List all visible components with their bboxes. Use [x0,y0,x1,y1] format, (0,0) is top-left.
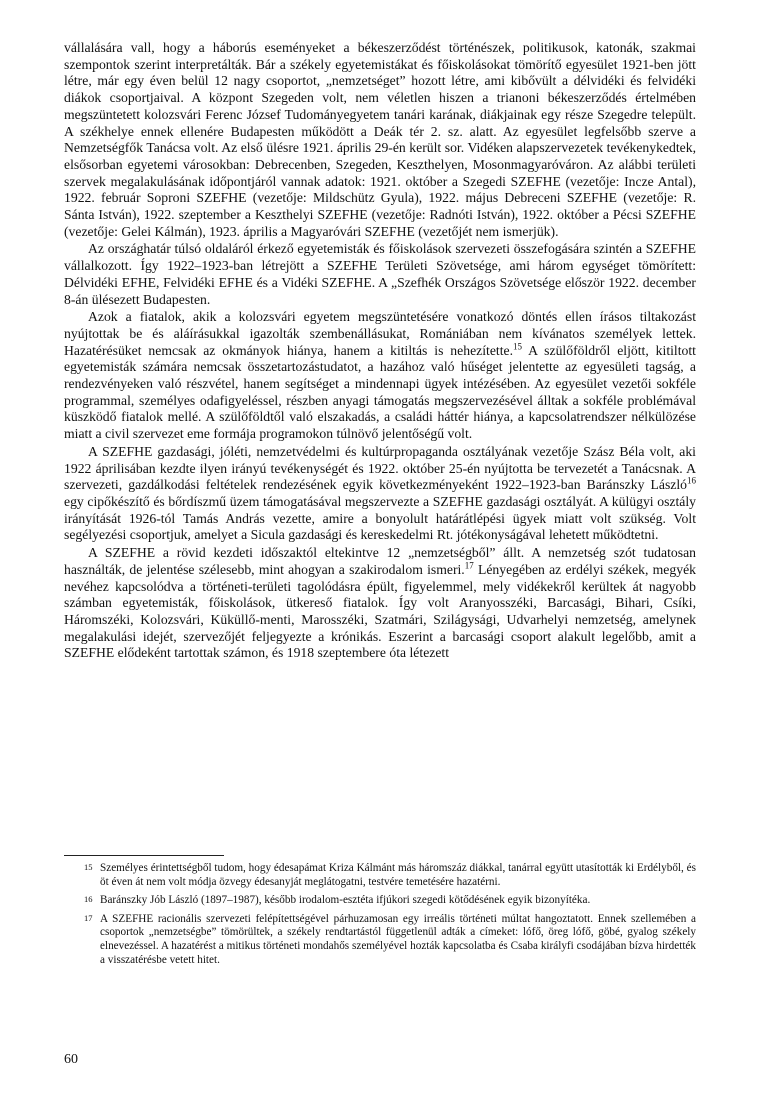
footnote-ref-16[interactable]: 16 [687,475,696,486]
footnote-number: 17 [84,912,93,923]
paragraph-5 [64,545,696,662]
paragraph-3-part-b: A szülőföldről eljött, kitiltott egyetemisták számára nemcsak összetartozástudatot, a hazához való hűséget jelentette az egyesületi tagság, a rendezvényeken való részvétel, hanem segítséget a mindennapi ügyek intézésében. Az egyesület vezetői sokféle programmal, személyes odafigyeléssel, részben anyagi támogatás megszervezésével álltak a sokféle problémával küszködő fiatalok mellé. A szülőföldtől való elszakadás, a családi háttér hiánya, a kapcsolatrendszer nélkülözése miatt a civil szervezet eme formája programokon túlnövő jelentőségű volt. [64,342,696,442]
footnote-separator [64,855,224,856]
footnote-ref-15[interactable]: 15 [513,341,522,352]
footnote-text: Személyes érintettségből tudom, hogy édesapámat Kriza Kálmánt más háromszáz diákkal, tanárral együtt utasították ki Erdélyből, és öt éven át nem volt módja özvegy édesanyját meglátogatni, testvére temetésére hazatérni. [100,862,696,888]
footnote-ref-17[interactable]: 17 [464,560,474,571]
paragraph-4 [64,444,696,544]
paragraph-5-part-a: A SZEFHE a rövid kezdeti időszaktól eltekintve 12 „nemzetségből” állt. A nemzetség szót tudatosan használták, de jelentése szélesebb, mint ahogyan a szakirodalom ismeri. [64,545,696,577]
paragraph-3 [64,309,696,443]
footnote-text: A SZEFHE racionális szervezeti felépítettségével párhuzamosan egy irreális történeti múltat hangoztatott. Ennek szellemében a csoportok „nemzetségbe” tömörültek, a székely rendtartástól függetlenül adták a címeket: lófő, öreg lófő, göbé, gyalog székely elnevezéssel. A hazatérést a mitikus történeti mondahős személyével hozták kapcsolatba és Csaba királyfi csodájában bízva hirdették a visszatérésbe vetett hitet. [100,912,696,966]
body-text [64,40,696,662]
footnote-number: 16 [84,894,93,905]
paragraph-4-part-a: A SZEFHE gazdasági, jóléti, nemzetvédelmi és kultúrpropaganda osztályának vezetője Szász Béla volt, aki 1922 áprilisában kezdte ilyen irányú tevékenységét és 1922. október 25-én nyújtotta be tervezetét a Tanácsnak. A szervezeti, gazdálkodási feltételek rendezésének egyik következményeként 1922–1923-ban Baránszky László [64,443,696,493]
paragraph-3-part-a: Azok a fiatalok, akik a kolozsvári egyetem megszüntetésére vonatkozó döntés ellen írásos tiltakozást nyújtottak be és aláírásukkal igazolták szembenállásukat, Romániában nem kívánatos személyek lettek. Hazatérésüket nemcsak az okmányok hiánya, hanem a kitiltás is nehezítette. [64,309,696,358]
footnote-15 [84,862,696,889]
footnote-17 [84,913,696,967]
page-body [64,40,696,662]
footnote-number: 15 [84,862,93,872]
paragraph-5-part-b: Lényegében az erdélyi székek, megyék nevéhez kapcsolódva a történeti-területi tagolódásra épült, figyelemmel, mely vidékekről kerültek át nagyobb számban egyetemisták, főiskolások, ütkereső fiatalok. Így volt Aranyosszéki, Barcasági, Bihari, Csíki, Háromszéki, Kolozsvári, Küküllő-menti, Marosszéki, Szatmári, Szilágysági, Udvarhelyi nemzetség, amelynek megalakulási idejét, szervezőjét feljegyezte a krónikás. Eszerint a barcasági csoport alakult legelőbb, amit a SZEFHE elődeként tartottak számon, és 1918 szeptembere óta létezett [64,561,696,661]
paragraph-1: vállalására vall, hogy a háborús eseményeket a békeszerződést történészek, politikusok, katonák, szakmai szempontok szerint interpretálták. Bár a székely egyetemistákat és főiskolásokat tömörítő egyesület 1921-ben jött létre, már egy éven belül 12 nagy csoportot, „nemzetséget” hozott létre, ami kibővült a délvidéki és felvidéki diákok csoportjaival. A központ Szegeden volt, nem véletlen hiszen a trianoni békeszerződés értelmében megszüntetett kolozsvári Ferenc József Tudományegyetem tanári karának, diákjainak egy része Szegedre települt. A székhelye ennek ellenére Budapesten működött a Deák tér 2. sz. alatt. Az egyesület legfelsőbb szerve a Nemzetségfők Tanácsa volt. Az első ülésre 1921. április 29-én került sor. Vidéken alapszervezetek tevékenykedtek, elsősorban egyetemi városokban: Debrecenben, Szegeden, Keszthelyen, Mosonmagyaróváron. Az alábbi területi szervek megalakulásának időpontjáról vannak adatok: 1921. október a Szegedi SZEFHE (vezetője: Incze Antal), 1922. február Soproni SZEFHE (vezetője: Mildschütz Gyula), 1922. május Debreceni SZEFHE (vezetője: R. Sánta István), 1922. szeptember a Keszthelyi SZEFHE (vezetője: Radnóti István), 1922. október a Pécsi SZEFHE (vezetője: Gelei Kálmán), 1923. április a Magyaróvári SZEFHE (vezetőjét nem ismerjük). [64,40,696,239]
footnote-16 [84,894,696,908]
footnotes [84,862,696,972]
footnote-text: Baránszky Jób László (1897–1987), később irodalom-esztéta ifjúkori szegedi kötődésének egyik bizonyítéka. [100,894,591,907]
paragraph-2: Az országhatár túlsó oldaláról érkező egyetemisták és főiskolások szervezeti összefogására szintén a SZEFHE vállalkozott. Így 1922–1923-ban létrejött a SZEFHE Területi Szövetsége, ami három egységet tömörített: Délvidéki EFHE, Felvidéki EFHE és a Vidéki SZEFHE. A „Szefhék Országos Szövetsége először 1922. december 8-án ülésezett Budapesten. [64,241,696,307]
page-number: 60 [64,1052,78,1067]
paragraph-4-part-b: egy cipőkészítő és bőrdíszmű üzem támogatásával megszervezte a SZEFHE gazdasági osztályát. A külügyi osztály irányítását 1926-tól Tamás András vezette, amire a bonyolult határátlépési ügyek miatt volt szükség. Volt segélyezési csoportjuk, amelyet a Sicula gazdasági és kereskedelmi Rt. jótékonyságával lehetett működtetni. [64,493,696,543]
